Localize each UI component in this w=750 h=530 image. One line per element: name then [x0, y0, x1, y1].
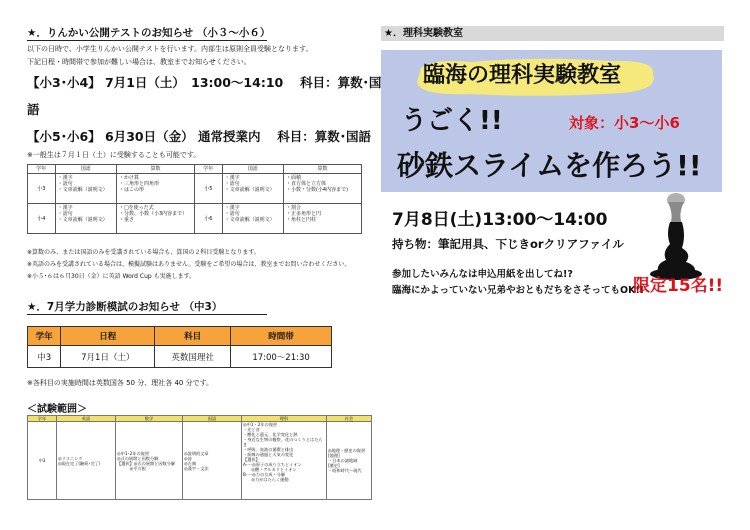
math-cell: ・かけ算 ・三角形と四角形 ・はこの形 [116, 174, 194, 204]
science-class-heading: ★．理科実験教室 [381, 26, 724, 41]
col-math: 算数 [116, 165, 194, 174]
exam-range-table [27, 415, 372, 500]
col-math: 算数 [283, 165, 361, 174]
schedule-grade3-4-wrap: 語 [27, 102, 40, 117]
grade-cell: 小3 [28, 174, 56, 204]
col-japanese: 国語 [222, 165, 283, 174]
items-to-bring: 持ち物：筆記用具、下じきorクリアファイル [392, 237, 624, 251]
col-grade: 学年 [194, 165, 222, 174]
grade-cell: 小4 [28, 204, 56, 234]
japanese-cell: ◎説明的文章 ◎詩 ◎古典 ◎漢字・文法 [183, 422, 242, 500]
section1-grades: （小３～小６） [196, 27, 271, 39]
banner-move: うごく!! [401, 106, 503, 136]
math-cell: ・□を使った式 ・分数、小数（小3内容まで） ・重さ [116, 204, 194, 234]
section1-footnote: ※小５･６は６月30日（金）に英語 Word Cup も実施します。 [27, 273, 196, 280]
col-social: 社会 [327, 416, 372, 422]
col-time: 時間帯 [231, 327, 332, 346]
mock-exam-table [27, 326, 332, 368]
col-math: 数学 [116, 416, 183, 422]
table-row [28, 204, 362, 234]
section1-heading [27, 26, 271, 41]
schedule-grade5-6: 【小5･小6】 6月30日（金） 通常授業内 科目：算数･国語 [27, 129, 372, 144]
invite-line1: 参加したいみんなは申込用紙を出してね!? [392, 269, 573, 280]
grade-cell: 中3 [28, 346, 61, 368]
date-cell: 7月1日（土） [61, 346, 155, 368]
section2-title: ★．7月学力診断模試のお知らせ [27, 301, 180, 313]
section1-intro2: 下記日程・時間帯で参加が難しい場合は、教室までお知らせください。 [27, 58, 251, 66]
limit-badge: 限定15名!! [633, 276, 724, 296]
schedule-grade3-4: 【小3･小4】 7月1日（土） 13:00～14:10 科目：算数･国 [27, 75, 382, 90]
subject-cell: 英数国理社 [155, 346, 231, 368]
grade-cell: 中3 [28, 422, 57, 500]
slime-illustration [636, 190, 716, 282]
social-cell: ◎地理・歴史の復習 [地理] ・日本の諸地域 [歴史] ・昭和時代～現代 [327, 422, 372, 500]
section1-footnote: ※英語のみを受講されている場合は、模擬試験はありません。受験をご希望の場合は、教室までお問い合わせください。 [27, 261, 351, 268]
invite-line2: 臨海にかよっていない兄弟やおともだちをさそってもOK!! [392, 285, 645, 296]
japanese-cell: ・漢字 ・語句 ・文章読解（説明文） [55, 174, 116, 204]
table-row [28, 346, 332, 368]
col-japanese: 国語 [55, 165, 116, 174]
section1-footnote: ※算数のみ、または国語のみを受講されている場合も、算国の２科目受験となります。 [27, 249, 260, 256]
elementary-test-table [27, 164, 362, 234]
section2-grades: （中3） [183, 301, 223, 313]
exam-range-title: ＜試験範囲＞ [27, 400, 87, 416]
col-grade: 学年 [28, 416, 57, 422]
col-science: 理科 [242, 416, 327, 422]
col-japanese: 国語 [183, 416, 242, 422]
banner-slime: 砂鉄スライムを作ろう!! [397, 149, 702, 182]
section2-heading [27, 300, 267, 315]
table-row [28, 422, 372, 500]
section2-note: ※各科目の実施時間は英数国各 50 分、理社各 40 分です。 [27, 379, 214, 387]
japanese-cell: ・漢字 ・語句 ・文章読解（説明文） [222, 204, 283, 234]
col-grade: 学年 [28, 165, 56, 174]
section1-note: ※一般生は７月１日（土）に受験することも可能です。 [27, 151, 201, 159]
time-cell: 17:00～21:30 [231, 346, 332, 368]
grade-cell: 小5 [194, 174, 222, 204]
col-subject: 科目 [155, 327, 231, 346]
science-cell: ◎中1・2年の復習 ・光と音 ・酸化と還元、化学変化と熱 ・身近な生物の観察、花のつくりとはたらき ・呼吸、血液の循環と排出 ・前線の通過と天気の変化 【選択】 A･･･◎原子の成り立ちとイオン ◎酸・アルカリとイオン B･･･◎力の合成・分解 ◎力がはたらく運動 [242, 422, 327, 500]
col-english: 英語 [57, 416, 116, 422]
section1-title: ★．りんかい公開テストのお知らせ [27, 27, 194, 39]
event-date: 7月8日(土)13:00～14:00 [392, 210, 608, 230]
english-cell: ◎リスニング ◎現在完了(継続･完了) [57, 422, 116, 500]
grade-cell: 小6 [194, 204, 222, 234]
banner-target: 対象：小3～小6 [569, 114, 680, 132]
banner-title: 臨海の理科実験教室 [423, 63, 622, 88]
japanese-cell: ・漢字 ・語句 ・文章読解（説明文） [222, 174, 283, 204]
japanese-cell: ・漢字 ・語句 ・文章読解（説明文） [55, 204, 116, 234]
math-cell: ・面積 ・直方体と立方体 ・小数・分数(小4内容まで) [283, 174, 361, 204]
col-grade: 学年 [28, 327, 61, 346]
table-row [28, 174, 362, 204]
science-class-banner [381, 50, 722, 192]
math-cell: ・割合 ・正多角形と円 ・角柱と円柱 [283, 204, 361, 234]
section1-intro1: 以下の日時で、小学生りんかい公開テストを行います。内部生は原則全員受験となります。 [27, 45, 313, 53]
math-cell: ◎中1･2年の復習 ◎式の展開と因数分解 【選択】◎式の展開と因数分解 ◎平方根 [116, 422, 183, 500]
col-date: 日程 [61, 327, 155, 346]
